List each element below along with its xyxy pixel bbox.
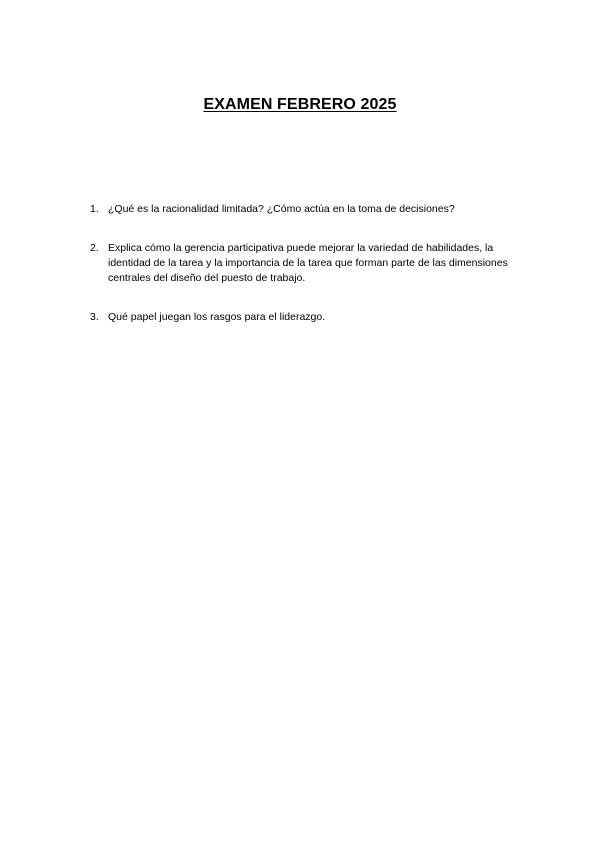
question-number: 2. [90, 242, 99, 254]
question-number: 1. [90, 203, 99, 215]
question-item [90, 241, 530, 286]
question-list [90, 202, 530, 349]
question-item [90, 202, 530, 217]
question-text: Qué papel juegan los rasgos para el liderazgo. [108, 311, 326, 323]
question-item [90, 310, 530, 325]
exam-title: EXAMEN FEBRERO 2025 [203, 96, 397, 113]
question-number: 3. [90, 311, 99, 323]
question-text: Explica cómo la gerencia participativa puede mejorar la variedad de habilidades, la identidad de la tarea y la importancia de la tarea que forman parte de las dimensiones centrales del diseño del puesto de trabajo. [108, 242, 508, 284]
question-text: ¿Qué es la racionalidad limitada? ¿Cómo actúa en la toma de decisiones? [108, 203, 455, 215]
